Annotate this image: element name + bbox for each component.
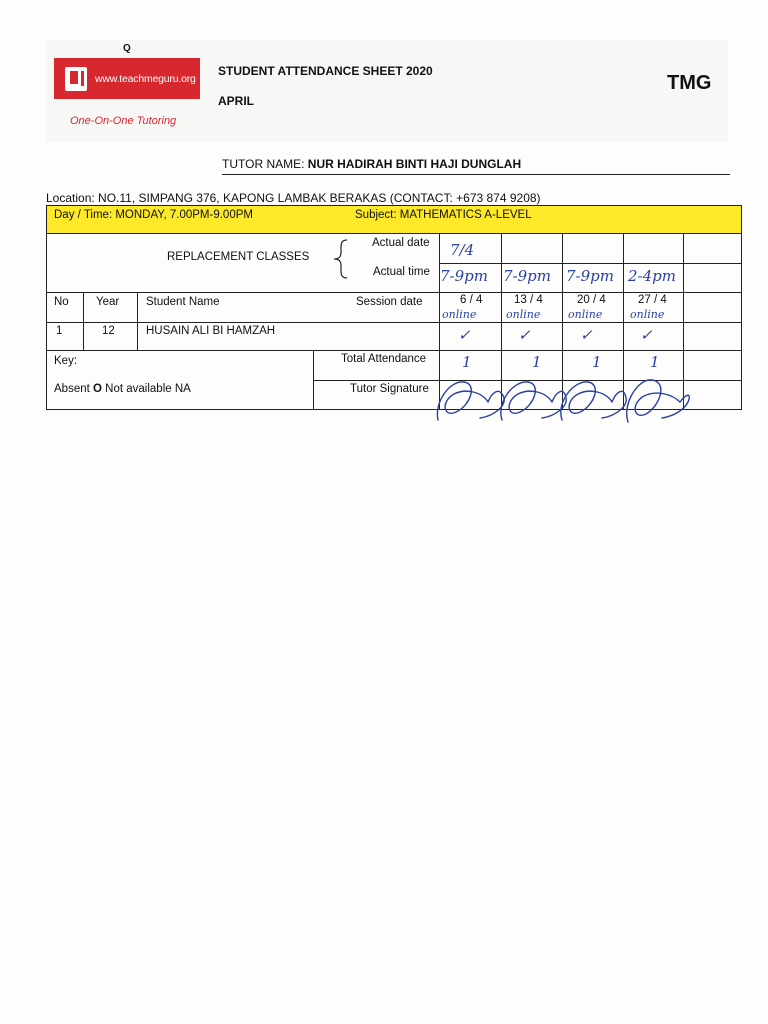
actual-date-label: Actual date (372, 237, 430, 249)
actual-time-label: Actual time (373, 266, 430, 278)
session-2-total: 1 (532, 353, 542, 371)
logo-text: www.teachmeguru.org (95, 72, 196, 85)
tutor-underline (222, 174, 730, 175)
column-session-date: Session date (356, 296, 423, 308)
session-1-mark: ✓ (458, 326, 471, 344)
tutor-signature-label: Tutor Signature (350, 383, 429, 395)
student-year: 12 (102, 325, 115, 337)
session-1-mode: online (442, 308, 477, 321)
session-4-mark: ✓ (640, 326, 653, 344)
session-2-date: 13 / 4 (514, 294, 543, 306)
sheet-month: APRIL (218, 94, 254, 108)
session-4-actual-time: 2-4pm (628, 267, 676, 285)
grid-line (47, 292, 741, 293)
session-2-mode: online (506, 308, 541, 321)
subject: Subject: MATHEMATICS A-LEVEL (355, 209, 532, 221)
column-year: Year (96, 296, 120, 308)
book-icon (65, 67, 87, 91)
day-time: Day / Time: MONDAY, 7.00PM-9.00PM (54, 209, 253, 221)
key-label: Key: (54, 355, 78, 367)
session-4-mode: online (630, 308, 665, 321)
tagline: One-On-One Tutoring (70, 115, 177, 127)
tutor-label: TUTOR NAME: (222, 157, 305, 171)
session-1-date: 6 / 4 (460, 294, 483, 306)
brand-mark: TMG (667, 72, 712, 94)
grid-line (313, 350, 314, 410)
grid-line (439, 263, 741, 264)
sheet-title: STUDENT ATTENDANCE SHEET 2020 (218, 64, 433, 78)
session-2-mark: ✓ (518, 326, 531, 344)
grid-line (83, 292, 84, 350)
brace-icon (331, 238, 351, 280)
legend-na: Not available NA (105, 383, 191, 395)
session-3-total: 1 (592, 353, 602, 371)
column-no: No (54, 296, 69, 308)
session-3-mark: ✓ (580, 326, 593, 344)
session-4-date: 27 / 4 (638, 294, 667, 306)
tutor-signatures (430, 372, 696, 428)
student-name: HUSAIN ALI BI HAMZAH (146, 325, 276, 337)
replacement-label: REPLACEMENT CLASSES (167, 251, 310, 263)
session-3-date: 20 / 4 (577, 294, 606, 306)
legend-absent: Absent (54, 383, 90, 395)
session-1-actual-date: 7/4 (450, 241, 475, 259)
location-line: Location: NO.11, SIMPANG 376, KAPONG LAMBAK BERAKAS (CONTACT: +673 874 9208) (46, 191, 541, 205)
teachmeguru-logo (54, 58, 200, 99)
tutor-line (222, 157, 521, 171)
total-attendance-label: Total Attendance (341, 353, 427, 365)
session-1-total: 1 (462, 353, 472, 371)
session-3-mode: online (568, 308, 603, 321)
session-2-actual-time: 7-9pm (503, 267, 551, 285)
tutor-name: NUR HADIRAH BINTI HAJI DUNGLAH (307, 157, 522, 171)
session-4-total: 1 (650, 353, 660, 371)
stray-mark: Q (123, 43, 131, 54)
legend-absent-code: O (93, 383, 102, 395)
session-1-actual-time: 7-9pm (440, 267, 488, 285)
student-no: 1 (56, 325, 63, 337)
legend (54, 383, 191, 395)
grid-line (47, 322, 741, 323)
grid-line (137, 292, 138, 350)
session-3-actual-time: 7-9pm (566, 267, 614, 285)
grid-line (47, 350, 741, 351)
column-student-name: Student Name (146, 296, 220, 308)
